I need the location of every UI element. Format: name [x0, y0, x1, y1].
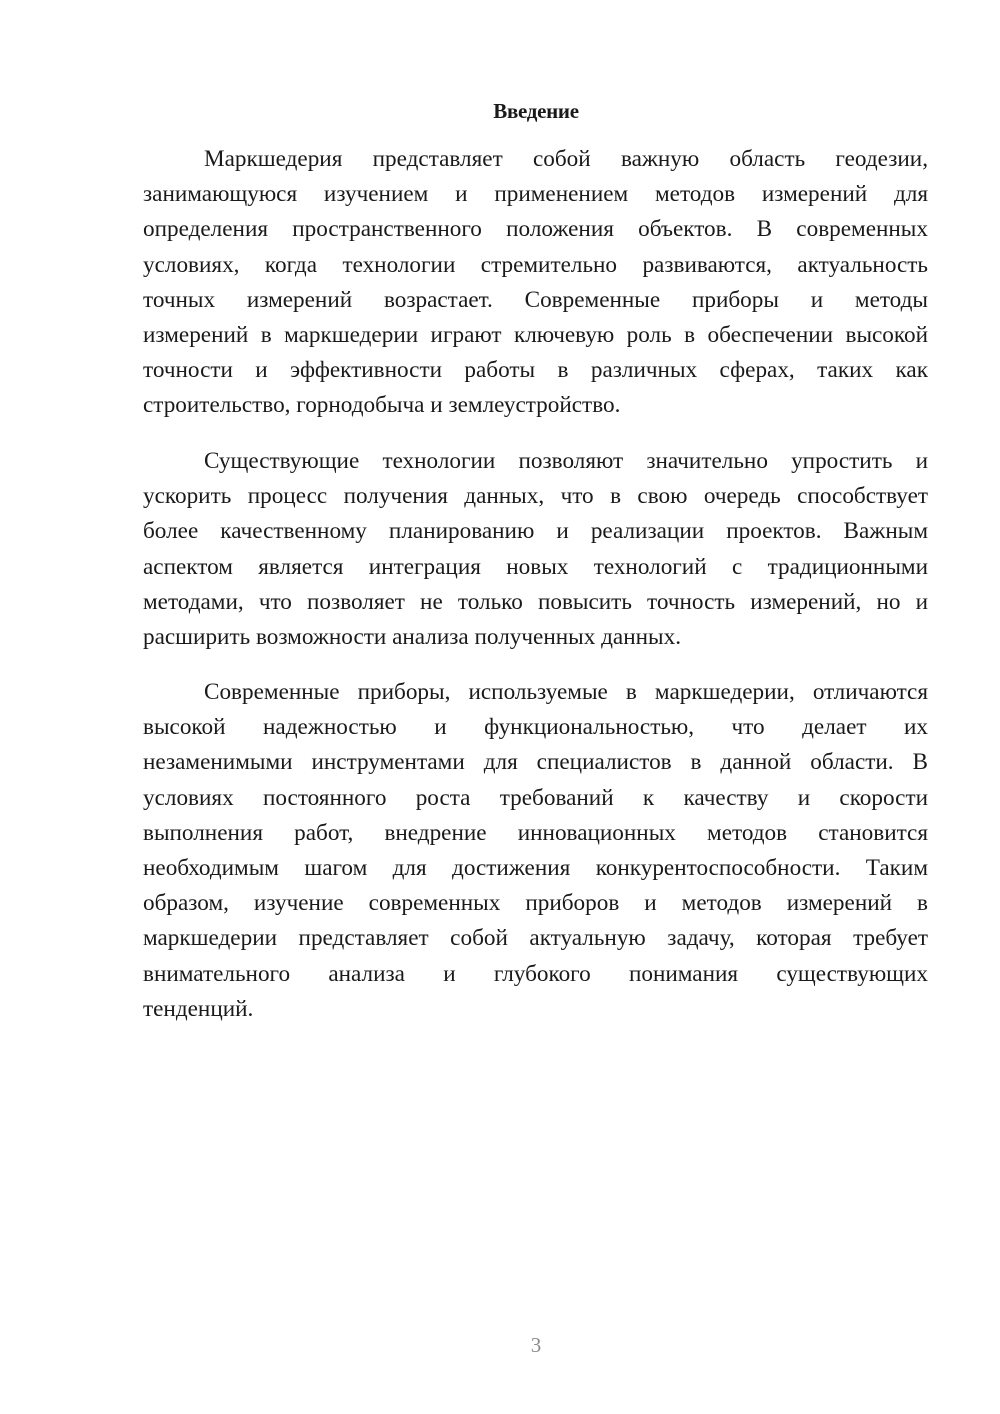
text-line: образом, изучение современных приборов и методов измерений в	[143, 890, 928, 917]
text-line: высокой надежностью и функциональностью, что делает их	[143, 714, 928, 741]
text-line: незаменимыми инструментами для специалистов в данной области. В	[143, 749, 928, 776]
text-line: более качественному планированию и реализации проектов. Важным	[143, 518, 928, 545]
text-line: Маркшедерия представляет собой важную область геодезии,	[204, 146, 928, 172]
text-line: занимающуюся изучением и применением методов измерений для	[143, 181, 928, 208]
paragraph-instruments	[143, 675, 928, 1027]
text-line: условиях постоянного роста требований к качеству и скорости	[143, 784, 928, 811]
text-line: методами, что позволяет не только повысить точность измерений, но и	[143, 588, 928, 615]
text-line: строительство, горнодобыча и землеустройство.	[143, 392, 621, 419]
text-line: выполнения работ, внедрение инновационных методов становится	[143, 819, 928, 846]
text-line: определения пространственного положения объектов. В современных	[143, 216, 928, 243]
text-line: внимательного анализа и глубокого понимания существующих	[143, 960, 928, 987]
page-number: 3	[530, 1333, 542, 1357]
text-line: тенденций.	[143, 995, 254, 1022]
text-line: Современные приборы, используемые в маркшедерии, отличаются	[204, 679, 928, 705]
text-line: точных измерений возрастает. Современные приборы и методы	[143, 286, 928, 313]
paragraph-technologies	[143, 444, 928, 655]
text-line: условиях, когда технологии стремительно развиваются, актуальность	[143, 251, 928, 278]
section-title: Введение	[493, 99, 579, 123]
text-line: измерений в маркшедерии играют ключевую роль в обеспечении высокой	[143, 321, 928, 348]
text-line: необходимым шагом для достижения конкурентоспособности. Таким	[143, 854, 928, 881]
paragraph-intro	[143, 142, 928, 424]
text-line: расширить возможности анализа полученных данных.	[143, 623, 681, 650]
text-line: аспектом является интеграция новых технологий с традиционными	[143, 553, 928, 580]
text-line: маркшедерии представляет собой актуальную задачу, которая требует	[143, 925, 928, 952]
text-line: ускорить процесс получения данных, что в свою очередь способствует	[143, 483, 928, 510]
text-line: Существующие технологии позволяют значительно упростить и	[204, 448, 928, 474]
text-line: точности и эффективности работы в различных сферах, таких как	[143, 357, 928, 384]
